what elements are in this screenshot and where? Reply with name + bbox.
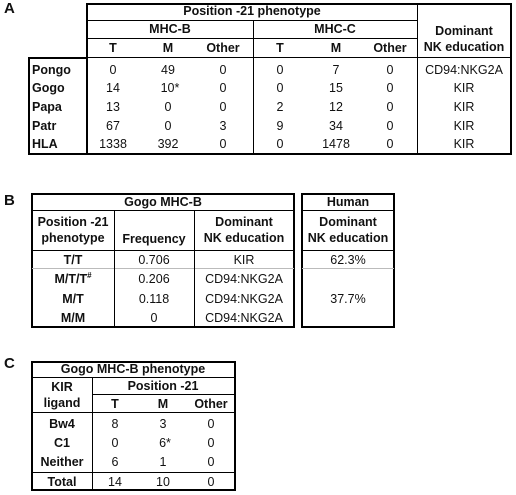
panel-c-cell: 6* <box>159 436 171 450</box>
panel-a-letter: A <box>4 0 15 17</box>
panel-a-cell: 34 <box>329 119 343 133</box>
panel-c-cell: 1 <box>159 455 167 469</box>
panel-c-position: Position -21 <box>127 379 199 393</box>
panel-a-cell: 2 <box>276 100 284 114</box>
panel-a-cell: 0 <box>164 119 172 133</box>
panel-b-line-first-row <box>32 268 294 269</box>
panel-c-line-position <box>93 394 235 395</box>
panel-a-edu: KIR <box>453 119 475 133</box>
panel-a-dominant-1: Dominant <box>435 24 493 38</box>
panel-b-human-dom-2: NK education <box>307 231 389 245</box>
panel-a-cell: 0 <box>276 137 284 151</box>
panel-c-sub-m: M <box>157 397 169 411</box>
panel-b-pheno: M/M <box>60 311 86 325</box>
panel-b-line-head <box>32 250 294 251</box>
panel-a-edu: KIR <box>453 100 475 114</box>
panel-a-cell: 49 <box>161 63 175 77</box>
panel-b-edu: CD94:NKG2A <box>205 272 283 286</box>
panel-a-row-label: Patr <box>32 119 57 133</box>
panel-a-cell: 67 <box>106 119 120 133</box>
panel-a-row-label: HLA <box>32 137 58 151</box>
panel-c-cell: 0 <box>207 475 215 489</box>
panel-a-divider-mhc <box>253 20 254 155</box>
panel-b-edu: CD94:NKG2A <box>205 292 283 306</box>
panel-b-col1-line1: Position -21 <box>37 215 109 229</box>
panel-c-row-label: Bw4 <box>49 417 75 431</box>
panel-b-freq: 0.706 <box>138 253 170 267</box>
panel-b-human-line-head <box>302 250 394 251</box>
panel-a-cell: 392 <box>157 137 179 151</box>
panel-a-cell: 7 <box>332 63 340 77</box>
panel-c-cell: 3 <box>159 417 167 431</box>
panel-c-title: Gogo MHC-B phenotype <box>60 362 206 376</box>
panel-a-cell: 15 <box>329 81 343 95</box>
panel-a-cell: 3 <box>219 119 227 133</box>
panel-a-cell: 9 <box>276 119 284 133</box>
panel-b-human-dom-1: Dominant <box>319 215 377 229</box>
panel-b-human-kir: 62.3% <box>330 253 366 267</box>
panel-b-pheno: M/T/T# <box>54 270 92 286</box>
panel-c-cell: 0 <box>111 436 119 450</box>
panel-b-col3-line2: NK education <box>203 231 285 245</box>
panel-a-sub-m1: M <box>162 41 174 55</box>
panel-a-cell: 0 <box>164 100 172 114</box>
panel-a-cell: 0 <box>276 63 284 77</box>
panel-b-col1-line2: phenotype <box>41 231 105 245</box>
panel-a-cell: 0 <box>386 100 394 114</box>
panel-b-edu: CD94:NKG2A <box>205 311 283 325</box>
panel-c-row-label: Total <box>47 475 77 489</box>
panel-c-row-label: Neither <box>40 455 84 469</box>
panel-a-cell: 0 <box>219 81 227 95</box>
panel-a-cell: 10* <box>160 81 180 95</box>
panel-c-kir-1: KIR <box>51 380 73 394</box>
panel-a-cell: 0 <box>109 63 117 77</box>
panel-b-human-line-title <box>302 210 394 211</box>
panel-a-cell: 1478 <box>322 137 350 151</box>
panel-a-cell: 0 <box>386 137 394 151</box>
panel-c-sub-t: T <box>111 397 119 411</box>
panel-a-dominant-2: NK education <box>423 40 505 54</box>
panel-a-cell: 0 <box>386 63 394 77</box>
panel-a-cell: 0 <box>219 100 227 114</box>
panel-a-line-header <box>87 20 418 21</box>
panel-b-freq: 0.206 <box>138 272 170 286</box>
panel-b-freq: 0 <box>150 311 158 325</box>
panel-a-cell: 12 <box>329 100 343 114</box>
panel-b-divider-2 <box>194 210 195 327</box>
panel-a-sub-t1: T <box>109 41 117 55</box>
panel-c-cell: 0 <box>207 455 215 469</box>
panel-a-row-label: Pongo <box>32 63 71 77</box>
panel-b-col3-line1: Dominant <box>215 215 273 229</box>
panel-c-cell: 14 <box>108 475 122 489</box>
panel-c-line-title <box>32 377 235 378</box>
panel-b-pheno: M/T <box>62 292 84 306</box>
panel-a-line-mhc <box>87 38 418 39</box>
panel-c-cell: 0 <box>207 417 215 431</box>
panel-a-cell: 0 <box>386 81 394 95</box>
panel-c-kir-2: ligand <box>43 396 81 410</box>
panel-a-cell: 0 <box>219 63 227 77</box>
panel-c-sub-other: Other <box>194 397 228 411</box>
panel-c-line-head <box>32 412 235 413</box>
panel-a-row-label: Papa <box>32 100 62 114</box>
panel-b-divider-1 <box>114 210 115 327</box>
panel-b-human-title: Human <box>326 195 370 209</box>
panel-b-pheno: T/T <box>63 253 83 267</box>
panel-a-cell: 13 <box>106 100 120 114</box>
panel-a-mhcb: MHC-B <box>149 22 191 36</box>
panel-c-letter: C <box>4 355 15 372</box>
panel-a-cell: 0 <box>219 137 227 151</box>
panel-a-edu: KIR <box>453 81 475 95</box>
hash-footnote-mark: # <box>87 270 92 280</box>
panel-a-row-label: Gogo <box>32 81 65 95</box>
panel-a-sub-o2: Other <box>373 41 407 55</box>
panel-a-cell: 1338 <box>99 137 127 151</box>
panel-a-edu: KIR <box>453 137 475 151</box>
panel-a-sub-o1: Other <box>206 41 240 55</box>
panel-b-freq: 0.118 <box>138 292 170 306</box>
panel-c-cell: 0 <box>207 436 215 450</box>
panel-c-cell: 6 <box>111 455 119 469</box>
panel-a-header: Position -21 phenotype <box>183 4 321 18</box>
panel-a-cell: 14 <box>106 81 120 95</box>
panel-a-edu: CD94:NKG2A <box>425 63 503 77</box>
panel-c-cell: 8 <box>111 417 119 431</box>
panel-a-mhcc: MHC-C <box>314 22 356 36</box>
panel-b-title: Gogo MHC-B <box>124 195 202 209</box>
panel-c-divider <box>92 377 93 490</box>
panel-b-letter: B <box>4 192 15 209</box>
panel-c-line-total <box>32 472 235 473</box>
panel-b-col2: Frequency <box>122 232 186 246</box>
panel-a-divider-edu <box>417 3 418 155</box>
panel-a-cell: 0 <box>386 119 394 133</box>
panel-a-line-sub <box>87 57 511 58</box>
panel-a-cell: 0 <box>276 81 284 95</box>
panel-a-sub-m2: M <box>330 41 342 55</box>
panel-a-sub-t2: T <box>276 41 284 55</box>
panel-c-row-label: C1 <box>54 436 70 450</box>
panel-b-line-title <box>32 210 294 211</box>
panel-b-human-line-row <box>302 268 394 269</box>
panel-b-edu: KIR <box>233 253 255 267</box>
panel-c-cell: 10 <box>156 475 170 489</box>
panel-b-human-nkg2a: 37.7% <box>330 292 366 306</box>
